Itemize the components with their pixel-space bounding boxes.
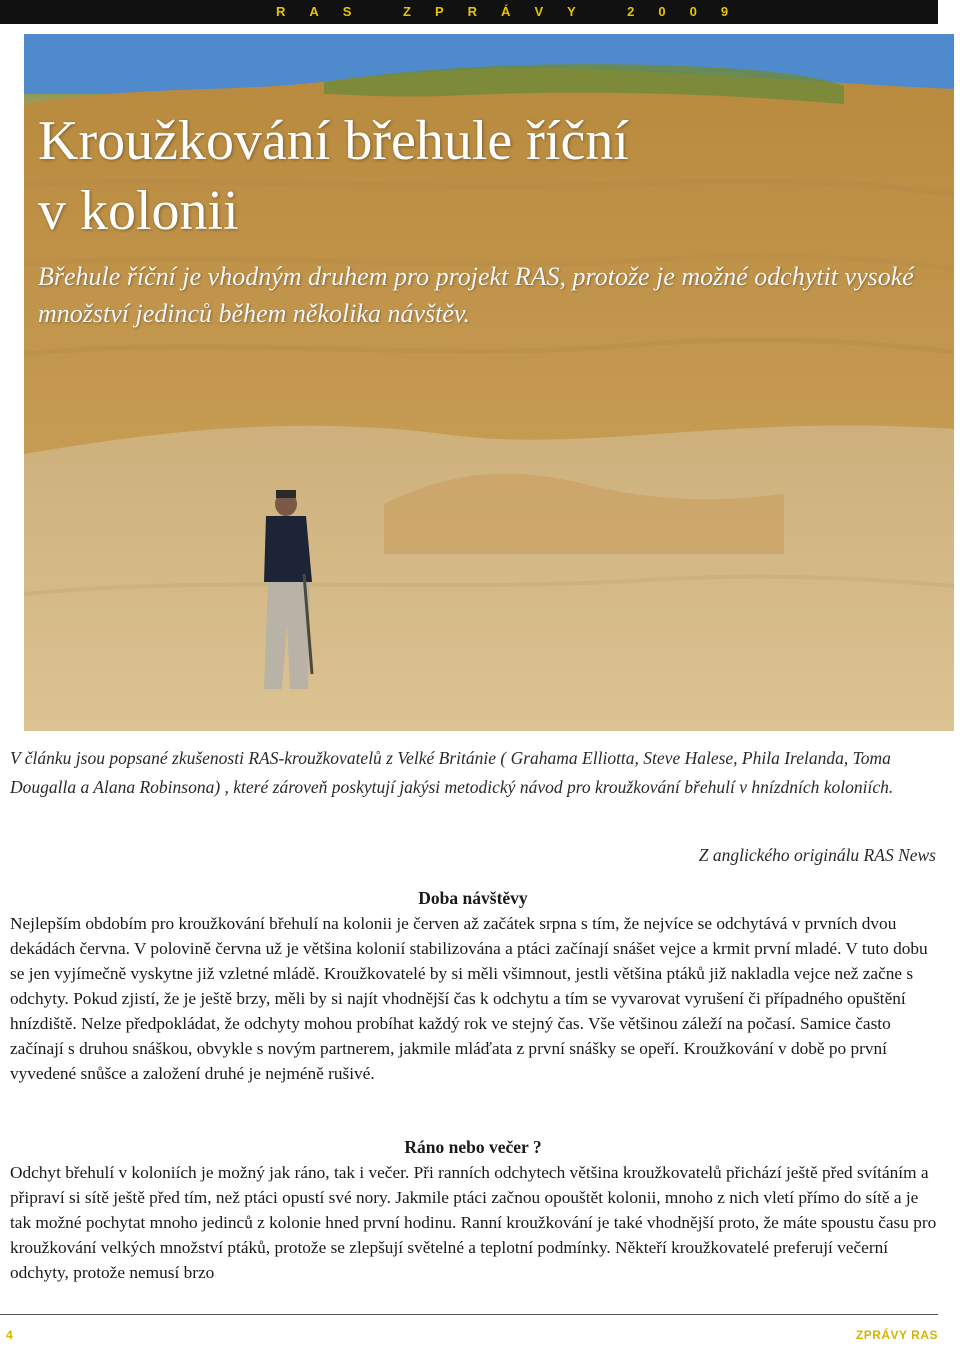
- footer-divider: [0, 1314, 938, 1315]
- section-text-morning-evening: Odchyt břehulí v koloniích je možný jak ráno, tak i večer. Při ranních odchytech většina kroužkovatelů přichází ještě před svítáním a připraví si sítě ještě před tím, než ptáci opustí své nory. Jakmile ptáci začnou opouštět kolonii, mnoho z nich vletí přímo do sítě a je tak možné pochytat mnoho jedinců z kolonie hned první hodinu. Ranní kroužkování je také vhodnější proto, že máte spoustu času pro kroužkování velkých množství ptáků, protože se zlepšují světelné a teplotní podmínky. Někteří kroužkovatelé preferují večerní odchyty, protože nemusí brzo: [10, 1163, 937, 1282]
- hero-photo: [24, 34, 954, 731]
- article-title-line2: v kolonii: [38, 180, 239, 242]
- running-header: RAS ZPRÁVY 2009: [0, 0, 938, 24]
- article-title-line1: Kroužkování břehule říční: [38, 110, 629, 172]
- source-note: Z anglického originálu RAS News: [698, 845, 936, 865]
- section-heading-morning-evening: Ráno nebo večer ?: [404, 1137, 542, 1157]
- article-title: [38, 106, 629, 246]
- section-heading-visit-time: Doba návštěvy: [418, 888, 528, 908]
- intro-paragraph: V článku jsou popsané zkušenosti RAS-kroužkovatelů z Velké Británie ( Grahama Elliotta, Steve Halese, Phila Irelanda, Toma Dougalla a Alana Robinsona) , které zároveň poskytují jakýsi metodický návod pro kroužkování břehulí v hnízdních koloniích.: [10, 748, 894, 797]
- article-subtitle: Břehule říční je vhodným druhem pro projekt RAS, protože je možné odchytit vysoké množství jedinců během několika návštěv.: [38, 262, 914, 328]
- section-text-visit-time: Nejlepším obdobím pro kroužkování břehulí na kolonii je červen až začátek srpna s tím, že nejvíce se odchytává v prvních dvou dekádách června. V polovině června už je většina kolonií stabilizována a ptáci začínají snášet vejce a krmit první mladé. V tuto dobu se jen vyjímečně vyskytne již vzletné mládě. Kroužkovatelé by si měli všimnout, jestli většina ptáků již nakladla vejce než začne s odchyty. Pokud zjistí, že je ještě brzy, měli by si najít vhodnější čas k odchytu a tím se vyvarovat vyrušení či případného opuštění hnízdiště. Nelze předpokládat, že odchyty mohou probíhat každý rok ve stejný čas. Vše většinou záleží na počasí. Samice často začínají s druhou snáškou, obvykle s novým partnerem, jakmile mláďata z první snášky se opeří. Kroužkování v době po první vyvedené snůšce a založení druhé je nejméně rušivé.: [10, 914, 928, 1083]
- publication-name: ZPRÁVY RAS: [855, 1328, 938, 1342]
- page-number: 4: [6, 1328, 13, 1342]
